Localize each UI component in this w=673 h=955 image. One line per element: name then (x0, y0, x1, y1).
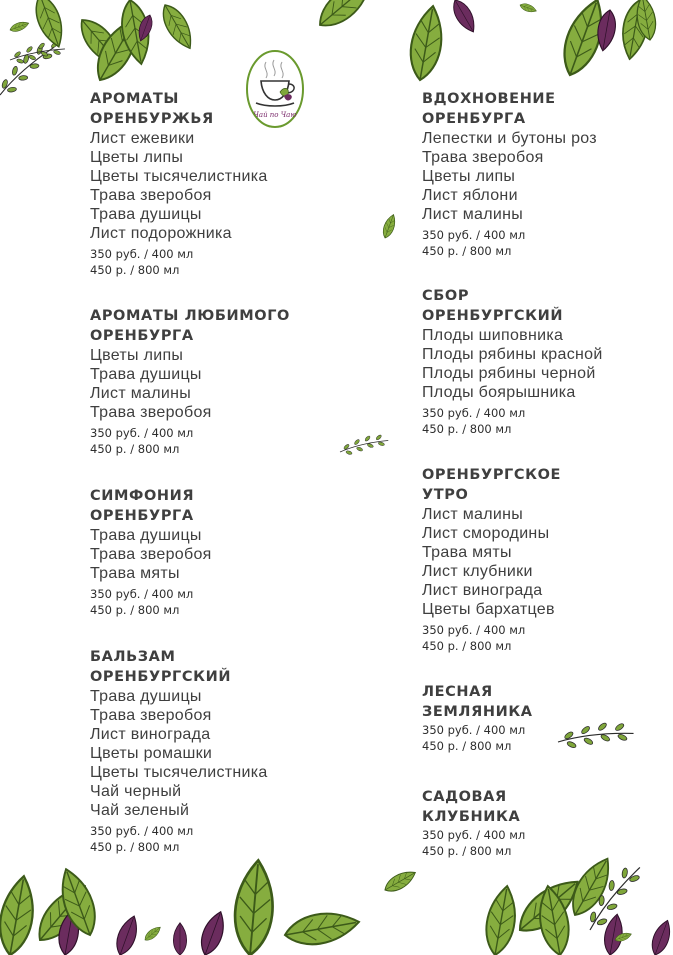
prices (422, 828, 662, 859)
title-line: ОРЕНБУРГА (90, 507, 194, 524)
ingredient: Трава зверобоя (422, 149, 544, 166)
ingredient: Трава мяты (90, 565, 180, 582)
prices (90, 587, 330, 618)
ingredient: Трава зверобоя (90, 187, 212, 204)
ingredient: Плоды рябины красной (422, 346, 603, 363)
title-line: ОРЕНБУРЖЬЯ (90, 110, 214, 127)
ingredients-list (90, 346, 330, 422)
item-title (422, 683, 662, 722)
price-400ml: 350 руб. / 400 мл (422, 623, 526, 637)
menu-item (90, 307, 330, 457)
ingredient: Цветы липы (90, 149, 184, 166)
menu-item (90, 648, 330, 855)
menu-item (422, 466, 662, 654)
price-400ml: 350 руб. / 400 мл (90, 824, 194, 838)
price-400ml: 350 руб. / 400 мл (90, 587, 194, 601)
price-800ml: 450 р. / 800 мл (90, 262, 180, 277)
ingredient: Цветы липы (422, 168, 516, 185)
prices (422, 228, 662, 259)
title-line: ОРЕНБУРГА (90, 327, 194, 344)
price-400ml: 350 руб. / 400 мл (422, 723, 526, 737)
item-title (422, 466, 662, 505)
title-line: ЗЕМЛЯНИКА (422, 703, 533, 720)
ingredient: Плоды рябины черной (422, 365, 596, 382)
item-title (422, 287, 662, 326)
menu-item (90, 90, 330, 278)
item-title (90, 487, 330, 526)
ingredient: Трава душицы (90, 527, 202, 544)
ingredient: Цветы тысячелистника (90, 168, 268, 185)
ingredients-list (422, 326, 662, 402)
ingredient: Лист клубники (422, 563, 533, 580)
ingredient: Чай черный (90, 783, 182, 800)
price-800ml: 450 р. / 800 мл (422, 843, 512, 858)
ingredients-list (90, 687, 330, 820)
prices (422, 623, 662, 654)
ingredients-list (422, 505, 662, 619)
ingredient: Трава душицы (90, 688, 202, 705)
title-line: СБОР (422, 288, 470, 304)
ingredient: Цветы тысячелистника (90, 764, 268, 781)
title-line: БАЛЬЗАМ (90, 649, 176, 665)
ingredient: Лист винограда (422, 582, 543, 599)
price-800ml: 450 р. / 800 мл (422, 243, 512, 258)
item-title (422, 90, 662, 129)
ingredient: Трава мяты (422, 544, 512, 561)
prices (90, 247, 330, 278)
title-line: АРОМАТЫ (90, 91, 179, 107)
price-800ml: 450 р. / 800 мл (90, 441, 180, 456)
prices (90, 824, 330, 855)
price-800ml: 450 р. / 800 мл (90, 839, 180, 854)
price-400ml: 350 руб. / 400 мл (422, 228, 526, 242)
ingredient: Трава зверобоя (90, 546, 212, 563)
ingredient: Трава зверобоя (90, 404, 212, 421)
ingredient: Цветы липы (90, 347, 184, 364)
ingredient: Цветы ромашки (90, 745, 213, 762)
title-line: АРОМАТЫ ЛЮБИМОГО (90, 308, 290, 324)
ingredient: Лист винограда (90, 726, 211, 743)
title-line: ВДОХНОВЕНИЕ (422, 91, 556, 107)
title-line: ЛЕСНАЯ (422, 684, 493, 700)
ingredient: Лист ежевики (90, 130, 195, 147)
ingredient: Цветы бархатцев (422, 601, 555, 618)
item-title (422, 788, 662, 827)
ingredient: Лист малины (90, 385, 192, 402)
item-title (90, 307, 330, 346)
price-800ml: 450 р. / 800 мл (422, 738, 512, 753)
price-400ml: 350 руб. / 400 мл (422, 828, 526, 842)
prices (422, 406, 662, 437)
price-400ml: 350 руб. / 400 мл (90, 247, 194, 261)
menu-item (422, 683, 662, 754)
ingredient: Плоды боярышника (422, 384, 576, 401)
price-800ml: 450 р. / 800 мл (90, 602, 180, 617)
title-line: ОРЕНБУРГСКОЕ (422, 467, 562, 483)
prices (90, 426, 330, 457)
ingredients-list (90, 129, 330, 243)
ingredient: Чай зеленый (90, 802, 190, 819)
ingredient: Лист смородины (422, 525, 550, 542)
price-400ml: 350 руб. / 400 мл (90, 426, 194, 440)
title-line: ОРЕНБУРГСКИЙ (90, 668, 232, 685)
title-line: СИМФОНИЯ (90, 488, 195, 504)
price-400ml: 350 руб. / 400 мл (422, 406, 526, 420)
ingredients-list (90, 526, 330, 583)
ingredient: Лист яблони (422, 187, 518, 204)
ingredient: Лист малины (422, 506, 524, 523)
title-line: ОРЕНБУРГСКИЙ (422, 307, 564, 324)
price-800ml: 450 р. / 800 мл (422, 421, 512, 436)
title-line: УТРО (422, 486, 469, 503)
item-title (90, 90, 330, 129)
ingredient: Трава зверобоя (90, 707, 212, 724)
menu-item (422, 788, 662, 859)
price-800ml: 450 р. / 800 мл (422, 638, 512, 653)
item-title (90, 648, 330, 687)
ingredient: Плоды шиповника (422, 327, 564, 344)
title-line: САДОВАЯ (422, 789, 507, 805)
menu-item (422, 287, 662, 437)
prices (422, 723, 662, 754)
ingredient: Трава душицы (90, 366, 202, 383)
ingredients-list (422, 129, 662, 224)
logo-text: Чай по Чаю (253, 111, 297, 119)
title-line: КЛУБНИКА (422, 808, 521, 825)
menu-item (422, 90, 662, 259)
ingredient: Лист малины (422, 206, 524, 223)
title-line: ОРЕНБУРГА (422, 110, 526, 127)
menu-item (90, 487, 330, 618)
ingredient: Лист подорожника (90, 225, 232, 242)
ingredient: Трава душицы (90, 206, 202, 223)
ingredient: Лепестки и бутоны роз (422, 130, 597, 147)
